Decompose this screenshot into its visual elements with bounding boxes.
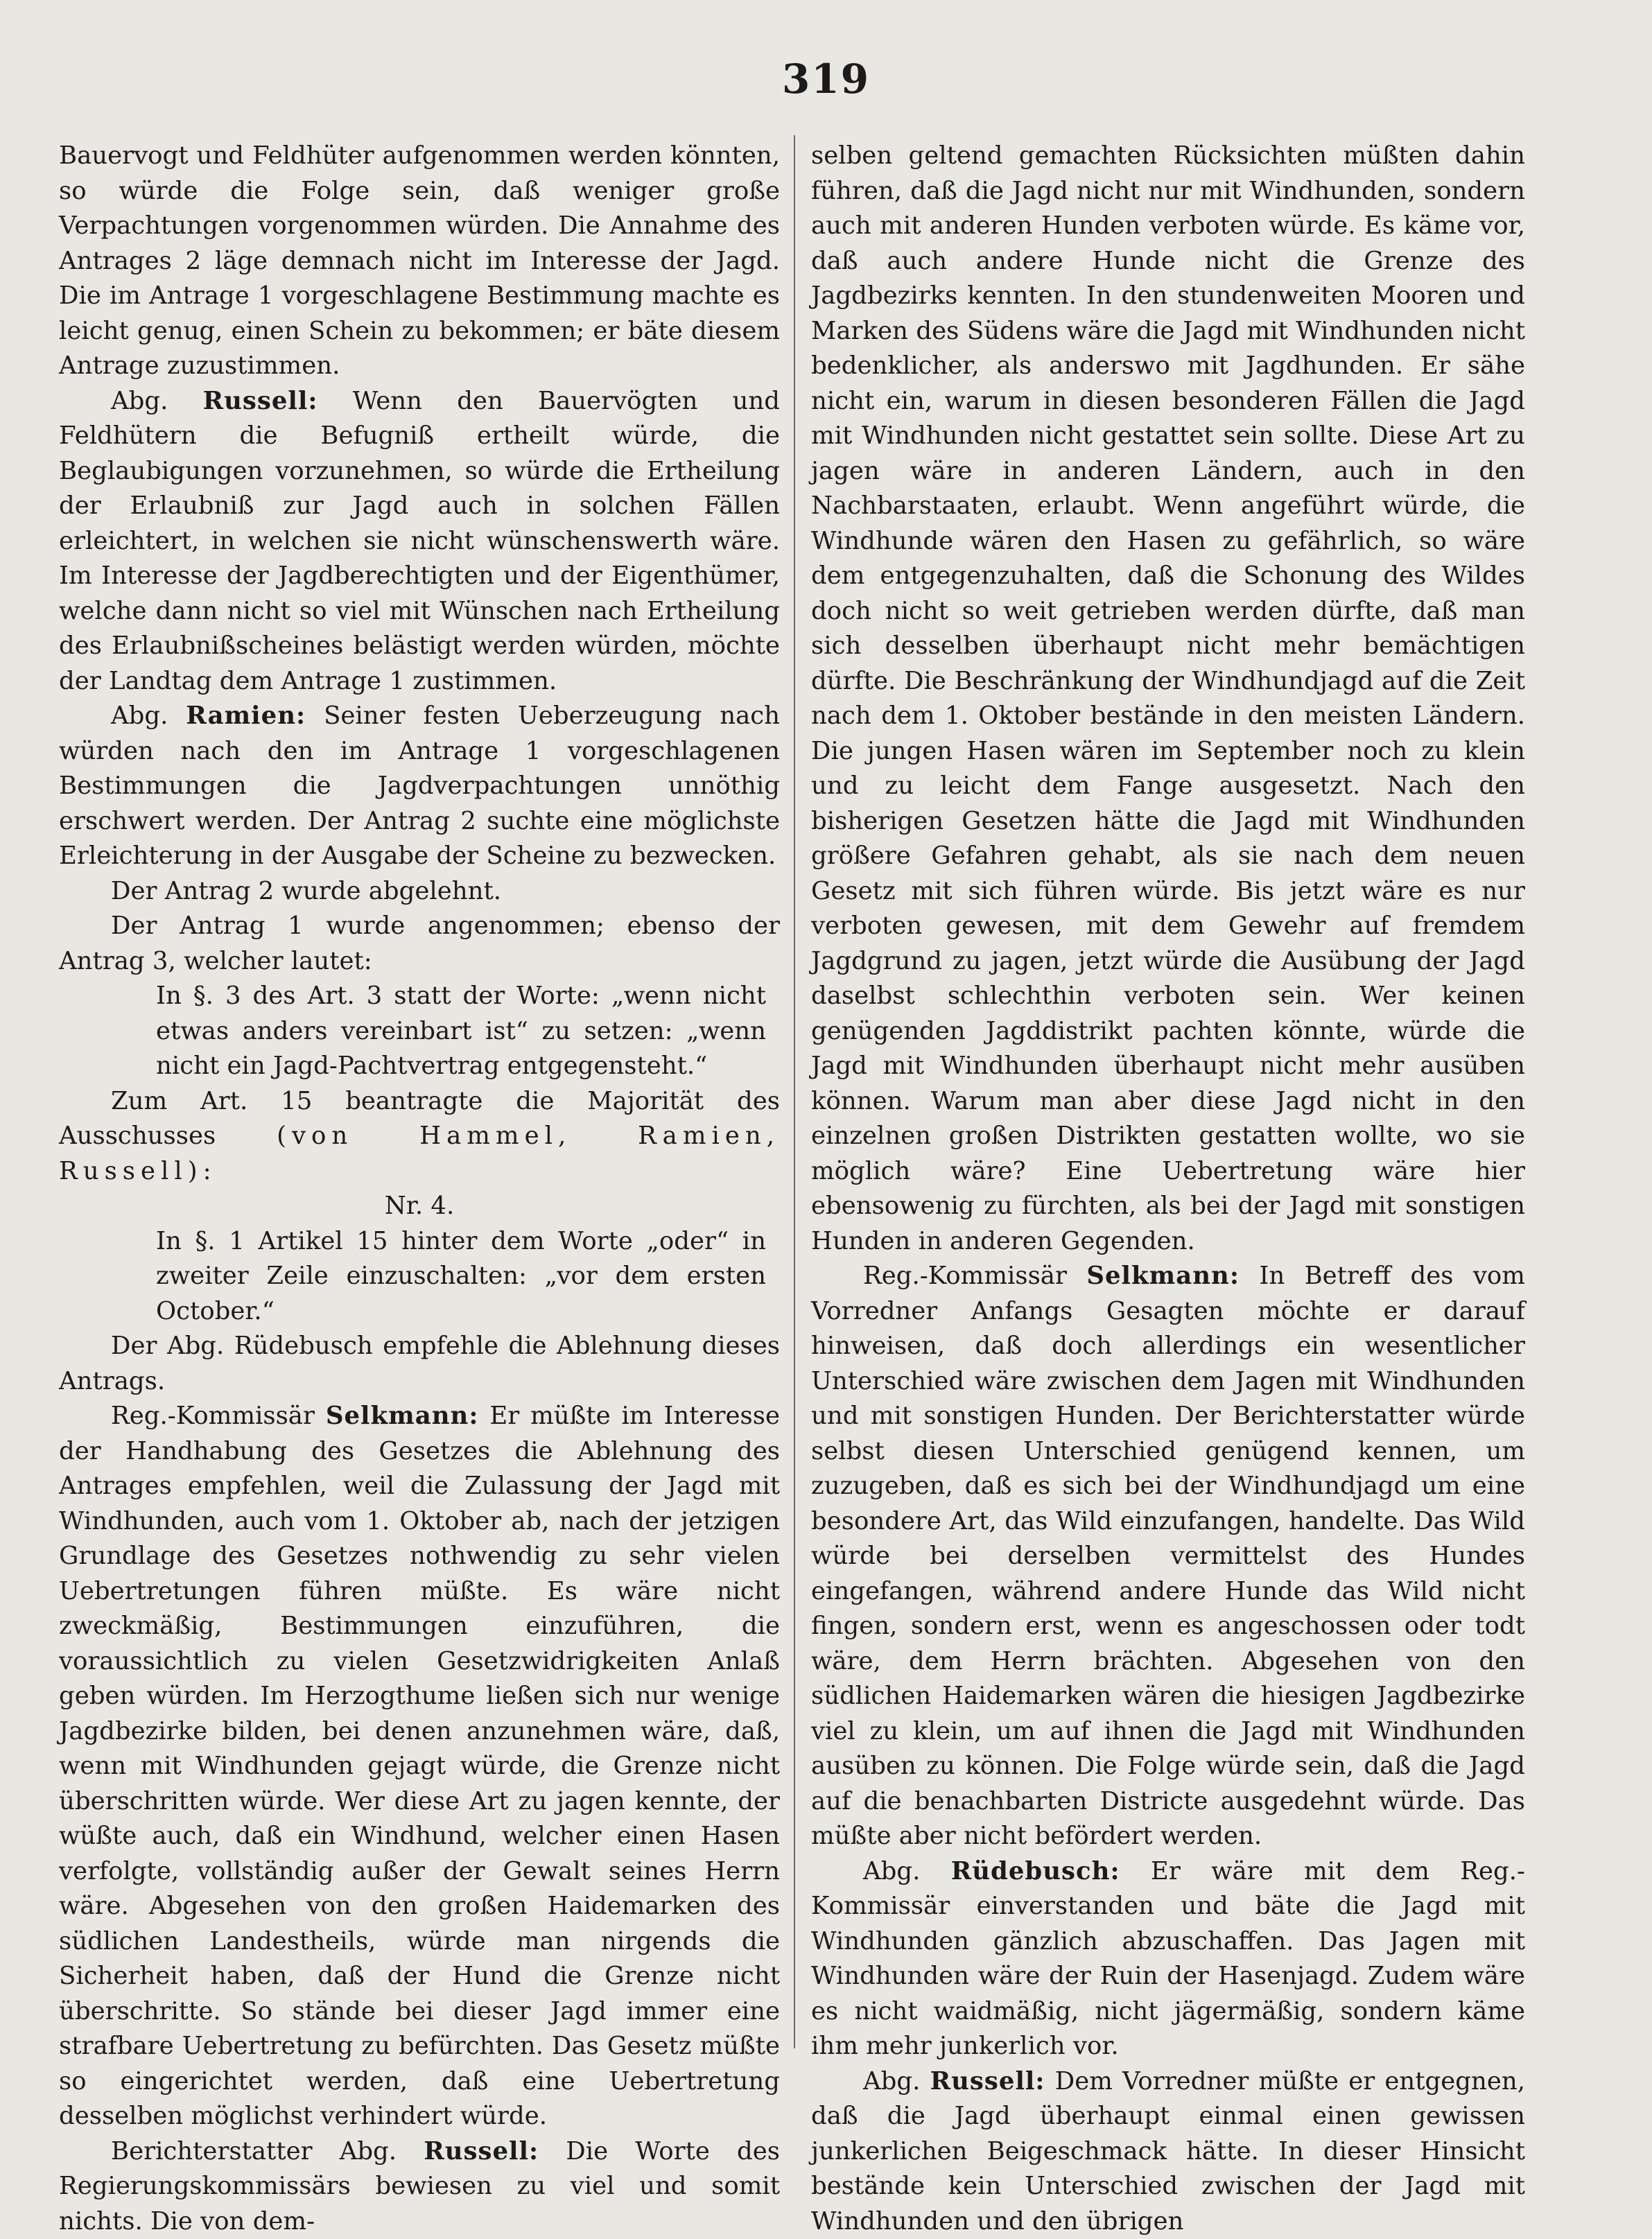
paragraph [59, 384, 780, 699]
paragraph [811, 2064, 1525, 2239]
speaker-title: Berichterstatter Abg. [111, 2137, 397, 2166]
speaker-title: Abg. [863, 1857, 920, 1885]
paragraph [811, 1259, 1525, 1854]
speaker-name: Rüdebusch: [951, 1857, 1120, 1885]
motion-text: In §. 1 Artikel 15 hinter dem Worte „oder“ in zweiter Zeile einzuschalten: „vor dem ersten October.“ [59, 1224, 780, 1330]
speaker-title: Abg. [111, 702, 168, 730]
speech-text: Dem Vorredner müßte er entgegnen, daß die Jagd überhaupt einmal einen gewissen junkerlichen Beigeschmack hätte. In dieser Hinsicht bestände kein Unterschied zwischen der Jagd mit Windhunden und den übrigen [811, 2067, 1525, 2236]
paragraph: selben geltend gemachten Rücksichten müßten dahin führen, daß die Jagd nicht nur mit Windhunden, sondern auch mit anderen Hunden verboten würde. Es käme vor, daß auch andere Hunde nicht die Grenze des Jagdbezirks kennten. In den stundenweiten Mooren und Marken des Südens wäre die Jagd mit Windhunden nicht bedenklicher, als anderswo mit Jagdhunden. Er sähe nicht ein, warum in diesen besonderen Fällen die Jagd mit Windhunden nicht gestattet sein sollte. Diese Art zu jagen wäre in anderen Ländern, auch in den Nachbarstaaten, erlaubt. Wenn angeführt würde, die Windhunde wären den Hasen zu gefährlich, so wäre dem entgegenzuhalten, daß die Schonung des Wildes doch nicht so weit getrieben werden dürfte, daß man sich desselben überhaupt nicht mehr bemächtigen dürfte. Die Beschränkung der Windhundjagd auf die Zeit nach dem 1. Oktober bestände in den meisten Ländern. Die jungen Hasen wären im September noch zu klein und zu leicht dem Fange ausgesetzt. Nach den bisherigen Gesetzen hätte die Jagd mit Windhunden größere Gefahren gehabt, als sie nach dem neuen Gesetz mit sich führen würde. Bis jetzt wäre es nur verboten gewesen, mit dem Gewehr auf fremdem Jagdgrund zu jagen, jetzt würde die Ausübung der Jagd daselbst schlechthin verboten sein. Wer keinen genügenden Jagddistrikt pachten könnte, würde die Jagd mit Windhunden überhaupt nicht mehr ausüben können. Warum man aber diese Jagd nicht in den einzelnen großen Distrikten gestatten wollte, wo sie möglich wäre? Eine Uebertretung wäre hier ebensowenig zu fürchten, als bei der Jagd mit sonstigen Hunden in anderen Gegenden. [811, 139, 1525, 1259]
speech-text: Er müßte im Interesse der Handhabung des Gesetzes die Ablehnung des Antrages empfehlen, weil die Zulassung der Jagd mit Windhunden, auch vom 1. Oktober ab, nach der jetzigen Grundlage des Gesetzes nothwendig zu sehr vielen Uebertretungen führen müßte. Es wäre nicht zweckmäßig, Bestimmungen einzuführen, die voraussichtlich zu vielen Gesetzwidrigkeiten Anlaß geben würden. Im Herzogthume ließen sich nur wenige Jagdbezirke bilden, bei denen anzunehmen wäre, daß, wenn mit Windhunden gejagt würde, die Grenze nicht überschritten würde. Wer diese Art zu jagen kennte, der wüßte auch, daß ein Windhund, welcher einen Hasen verfolgte, vollständig außer der Gewalt seines Herrn wäre. Abgesehen von den großen Haidemarken des südlichen Landestheils, würde man nirgends die Sicherheit haben, daß der Hund die Grenze nicht überschritte. So stände bei dieser Jagd immer eine strafbare Uebertretung zu befürchten. Das Gesetz müßte so eingerichtet werden, daß eine Uebertretung desselben möglichst verhindert würde. [59, 1402, 780, 2130]
paragraph: Der Antrag 1 wurde angenommen; ebenso der Antrag 3, welcher lautet: [59, 909, 780, 979]
speaker-title: Abg. [111, 387, 168, 415]
speech-text: Die Worte des Regierungskommissärs bewiesen zu viel und somit nichts. Die von dem- [59, 2137, 780, 2236]
left-column [59, 139, 780, 2239]
paragraph: Der Abg. Rüdebusch empfehle die Ablehnung dieses Antrags. [59, 1329, 780, 1399]
speaker-name: Selkmann: [1086, 1262, 1240, 1290]
speaker-name: Selkmann: [326, 1402, 479, 1430]
speaker-name: Russell: [203, 387, 318, 415]
motion-text: In §. 3 des Art. 3 statt der Worte: „wenn nicht etwas anders vereinbart ist“ zu setzen: „wenn nicht ein Jagd-Pachtvertrag entgegensteht.“ [59, 979, 780, 1084]
right-column [811, 139, 1525, 2239]
speaker-title: Reg.-Kommissär [863, 1262, 1067, 1290]
paragraph [59, 1399, 780, 2134]
paragraph [811, 1854, 1525, 2064]
speaker-name: Russell: [930, 2067, 1045, 2096]
paragraph-text: Zum Art. 15 beantragte die Majorität des Ausschusses [59, 1087, 780, 1151]
speech-text: Wenn den Bauervögten und Feldhütern die Befugniß ertheilt würde, die Beglaubigungen vorzunehmen, so würde die Ertheilung der Erlaubniß zur Jagd auch in solchen Fällen erleichtert, in welchen sie nicht wünschenswerth wäre. Im Interesse der Jagdberechtigten und der Eigenthümer, welche dann nicht so viel mit Wünschen nach Ertheilung des Erlaubnißscheines belästigt werden würden, möchte der Landtag dem Antrage 1 zustimmen. [59, 387, 780, 695]
motion-number: Nr. 4. [59, 1189, 780, 1224]
speech-text: In Betreff des vom Vorredner Anfangs Gesagten möchte er darauf hinweisen, daß doch allerdings ein wesentlicher Unterschied wäre zwischen dem Jagen mit Windhunden und mit sonstigen Hunden. Der Berichterstatter würde selbst diesen Unterschied genügend kennen, um zuzugeben, daß es sich bei der Windhundjagd um eine besondere Art, das Wild einzufangen, handelte. Das Wild würde bei derselben vermittelst des Hundes eingefangen, während andere Hunde das Wild nicht fingen, sondern erst, wenn es angeschossen oder todt wäre, dem Herrn brächten. Abgesehen von den südlichen Haidemarken wären die hiesigen Jagdbezirke viel zu klein, um auf ihnen die Jagd mit Windhunden ausüben zu können. Die Folge würde sein, daß die Jagd auf die benachbarten Districte ausgedehnt würde. Das müßte aber nicht befördert werden. [811, 1262, 1525, 1850]
paragraph [59, 1084, 780, 1190]
page-number: 319 [0, 55, 1652, 103]
paragraph: Der Antrag 2 wurde abgelehnt. [59, 874, 780, 909]
speaker-title: Abg. [863, 2067, 920, 2096]
speaker-name: Russell: [424, 2137, 539, 2166]
paragraph: Bauervogt und Feldhüter aufgenommen werden könnten, so würde die Folge sein, daß weniger große Verpachtungen vorgenommen würden. Die Annahme des Antrages 2 läge demnach nicht im Interesse der Jagd. Die im Antrage 1 vorgeschlagene Bestimmung machte es leicht genug, einen Schein zu bekommen; er bäte diesem Antrage zuzustimmen. [59, 139, 780, 384]
speech-text: Seiner festen Ueberzeugung nach würden nach den im Antrage 1 vorgeschlagenen Bestimmungen die Jagdverpachtungen unnöthig erschwert werden. Der Antrag 2 suchte eine möglichste Erleichterung in der Ausgabe der Scheine zu bezwecken. [59, 702, 780, 870]
speaker-name: Ramien: [186, 702, 306, 730]
speaker-title: Reg.-Kommissär [111, 1402, 315, 1430]
speech-text: Er wäre mit dem Reg.-Kommissär einverstanden und bäte die Jagd mit Windhunden gänzlich abzuschaffen. Das Jagen mit Windhunden wäre der Ruin der Hasenjagd. Zudem wäre es nicht waidmäßig, nicht jägermäßig, sondern käme ihm mehr junkerlich vor. [811, 1857, 1525, 2061]
paragraph [59, 699, 780, 874]
column-divider [794, 135, 795, 2048]
paragraph [59, 2134, 780, 2239]
committee-names: (von Hammel, Ramien, Russell): [59, 1122, 780, 1185]
